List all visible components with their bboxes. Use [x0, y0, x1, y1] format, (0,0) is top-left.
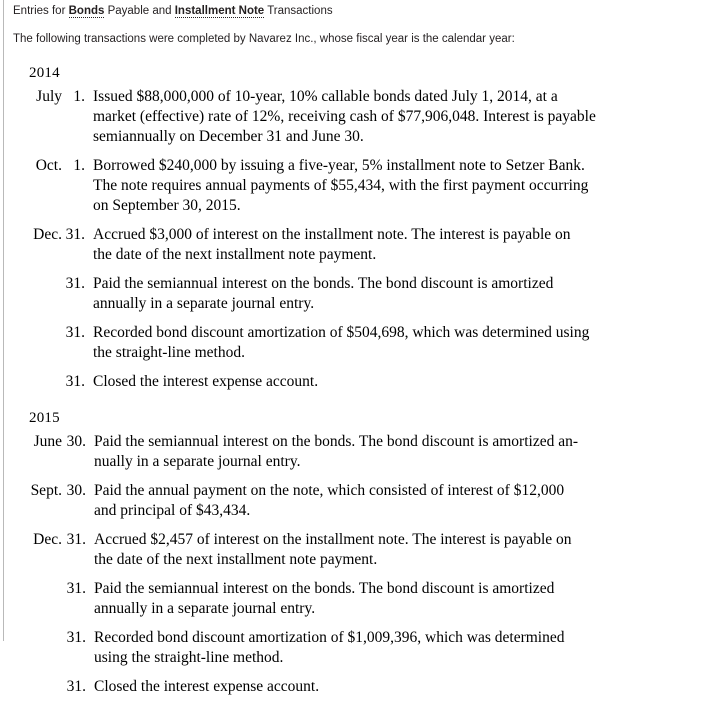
- entry-description-line: Paid the semiannual interest on the bonds. The bond discount is amortized an-: [94, 432, 578, 450]
- entry-description-line: market (effective) rate of 12%, receiving cash of $77,906,048. Interest is payable: [93, 107, 596, 125]
- entry-description-line: Paid the semiannual interest on the bonds. The bond discount is amortized: [93, 274, 554, 292]
- intro-paragraph: The following transactions were completed by Navarez Inc., whose fiscal year is the calendar year:: [13, 33, 515, 46]
- entry-month: Dec.: [33, 225, 62, 243]
- entry-description: [93, 372, 704, 392]
- entry-description: [94, 579, 704, 619]
- entry-description-line: Recorded bond discount amortization of $1,009,396, which was determined: [94, 628, 565, 646]
- transaction-entry: [0, 530, 704, 570]
- entry-description-line: and principal of $43,434.: [94, 501, 251, 519]
- entry-day: 31.: [66, 530, 86, 548]
- transaction-entry: [0, 274, 704, 314]
- entry-day: 31.: [65, 323, 85, 341]
- entry-description-line: the date of the next installment note payment.: [93, 245, 377, 263]
- title-middle: Payable and: [104, 5, 175, 17]
- entry-description: [93, 87, 704, 147]
- entry-description: [93, 274, 704, 314]
- document-title: [0, 0, 704, 18]
- transaction-entry: [0, 628, 704, 668]
- transaction-entry: [0, 323, 704, 363]
- entry-description-line: annually in a separate journal entry.: [94, 599, 316, 617]
- entry-month: July: [36, 87, 62, 105]
- entry-description-line: the date of the next installment note payment.: [94, 550, 378, 568]
- entry-description: [94, 481, 704, 521]
- transaction-list: [0, 65, 704, 697]
- entry-day: 1.: [73, 156, 85, 174]
- entry-description-line: Issued $88,000,000 of 10-year, 10% callable bonds dated July 1, 2014, at a: [93, 87, 558, 105]
- transaction-entry: [0, 225, 704, 265]
- entry-description-line: Accrued $3,000 of interest on the installment note. The interest is payable on: [93, 225, 571, 243]
- entry-month: Dec.: [33, 530, 62, 548]
- entry-description-line: Closed the interest expense account.: [94, 677, 320, 695]
- entry-list: [0, 432, 704, 697]
- entry-month: Sept.: [30, 481, 62, 499]
- transaction-entry: [0, 481, 704, 521]
- entry-day: 30.: [66, 432, 86, 450]
- entry-description: [94, 628, 704, 668]
- entry-description-line: Recorded bond discount amortization of $504,698, which was determined using: [93, 323, 590, 341]
- entry-description-line: nually in a separate journal entry.: [94, 452, 301, 470]
- year-label: 2015: [29, 409, 60, 426]
- entry-month: June: [33, 432, 62, 450]
- title-term-bonds: Bonds: [68, 5, 105, 17]
- title-prefix: Entries for: [13, 5, 69, 17]
- entry-description-line: Paid the annual payment on the note, which consisted of interest of $12,000: [94, 481, 565, 499]
- entry-description-line: Accrued $2,457 of interest on the installment note. The interest is payable on: [94, 530, 572, 548]
- entry-description: [94, 677, 704, 697]
- year-block-2014: [0, 65, 704, 392]
- entry-description-line: The note requires annual payments of $55,434, with the first payment occurring: [93, 176, 589, 194]
- entry-description: [94, 530, 704, 570]
- entry-description-line: Closed the interest expense account.: [93, 372, 319, 390]
- transaction-entry: [0, 87, 704, 147]
- transaction-entry: [0, 156, 704, 216]
- title-suffix: Transactions: [264, 5, 333, 17]
- title-term-installment-note: Installment Note: [174, 5, 265, 17]
- entry-day: 31.: [65, 274, 85, 292]
- year-block-2015: [0, 410, 704, 697]
- entry-description: [93, 225, 704, 265]
- entry-day: 31.: [66, 628, 86, 646]
- entry-day: 1.: [73, 87, 85, 105]
- entry-description-line: the straight-line method.: [93, 343, 245, 361]
- transaction-entry: [0, 432, 704, 472]
- transaction-entry: [0, 677, 704, 697]
- entry-month: Oct.: [35, 156, 62, 174]
- entry-description-line: Paid the semiannual interest on the bonds. The bond discount is amortized: [94, 579, 555, 597]
- entry-day: 31.: [66, 579, 86, 597]
- entry-list: [0, 87, 704, 392]
- year-label: 2014: [29, 64, 60, 81]
- entry-day: 30.: [66, 481, 86, 499]
- entry-description-line: annually in a separate journal entry.: [93, 294, 315, 312]
- transaction-entry: [0, 579, 704, 619]
- entry-day: 31.: [66, 677, 86, 695]
- entry-description: [94, 432, 704, 472]
- entry-day: 31.: [65, 225, 85, 243]
- entry-description-line: semiannually on December 31 and June 30.: [93, 127, 364, 145]
- transaction-entry: [0, 372, 704, 392]
- entry-description-line: on September 30, 2015.: [93, 196, 241, 214]
- entry-day: 31.: [65, 372, 85, 390]
- entry-description: [93, 323, 704, 363]
- entry-description: [93, 156, 704, 216]
- entry-description-line: using the straight-line method.: [94, 648, 284, 666]
- entry-description-line: Borrowed $240,000 by issuing a five-year, 5% installment note to Setzer Bank.: [93, 156, 585, 174]
